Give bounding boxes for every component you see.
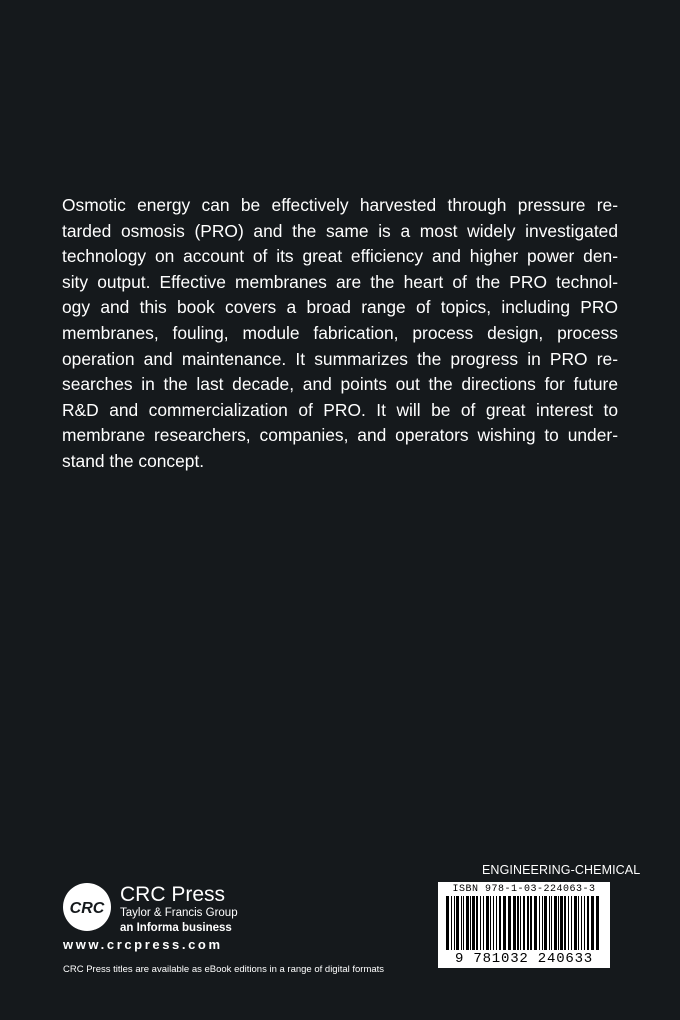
crc-logo-icon — [62, 882, 112, 932]
ean-digits: 9 781032 240633 — [454, 951, 594, 967]
crc-logo-text: CRC — [69, 900, 105, 917]
blurb-line: membranes, fouling, module fabrication, process design, process — [62, 322, 618, 343]
publisher-group: Taylor & Francis Group — [120, 907, 238, 919]
isbn-barcode — [438, 882, 610, 968]
blurb-line: R&D and commercialization of PRO. It will be of great interest to — [62, 399, 618, 420]
blurb-line: tarded osmosis (PRO) and the same is a most widely investigated — [62, 220, 618, 241]
barcode-bars-icon — [444, 896, 604, 952]
blurb-line: sity output. Effective membranes are the heart of the PRO technol- — [62, 271, 618, 292]
blurb-line: searches in the last decade, and points out the directions for future — [62, 374, 618, 395]
blurb-line: stand the concept. — [62, 450, 205, 471]
publisher-block — [120, 884, 238, 936]
ebook-availability-note: CRC Press titles are available as eBook editions in a range of digital formats — [63, 964, 385, 975]
blurb-line: operation and maintenance. It summarizes the progress in PRO re- — [62, 348, 618, 369]
back-cover-blurb — [62, 193, 618, 475]
blurb-line: technology on account of its great efficiency and higher power den- — [62, 246, 618, 267]
publisher-website: www.crcpress.com — [63, 937, 223, 952]
publisher-name: CRC Press — [120, 883, 226, 906]
blurb-line: Osmotic energy can be effectively harvested through pressure re- — [62, 195, 618, 215]
blurb-line: membrane researchers, companies, and operators wishing to under- — [62, 425, 618, 446]
blurb-line: ogy and this book covers a broad range of topics, including PRO — [62, 297, 618, 318]
isbn-label: ISBN 978-1-03-224063-3 — [452, 884, 596, 895]
subject-category: ENGINEERING-CHEMICAL — [482, 863, 641, 877]
publisher-business: an Informa business — [120, 922, 232, 934]
